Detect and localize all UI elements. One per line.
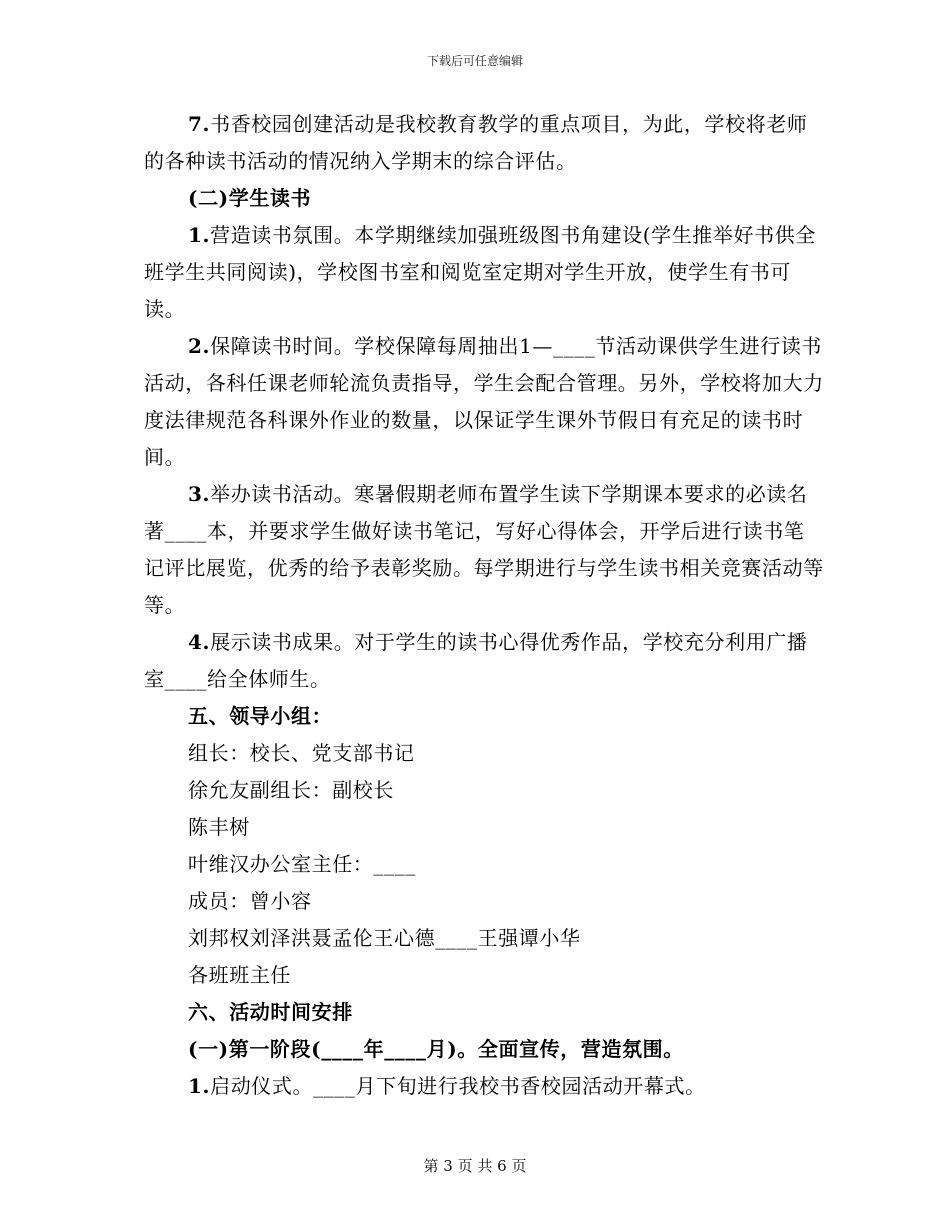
leader-line: 各班班主任 — [188, 963, 291, 987]
paragraph-2-reading-time — [144, 328, 824, 476]
paragraph-text: 营造读书氛围。本学期继续加强班级图书角建设(学生推举好书供全班学生共同阅读)，学校图书室和阅览室定期对学生开放，使学生有书可读。 — [144, 223, 816, 321]
leader-line: 陈丰树 — [188, 815, 250, 839]
page-footer: 第 3 页 共 6 页 — [423, 1157, 527, 1175]
item-number: 1. — [188, 1074, 211, 1098]
item-number: 1. — [188, 223, 211, 247]
paragraph-4-results — [144, 624, 824, 698]
subsection-heading-phase-1: (一)第一阶段(____年____月)。全面宣传，营造氛围。 — [188, 1037, 684, 1061]
leader-line: 成员：曾小容 — [188, 889, 312, 913]
item-number: 2. — [188, 334, 211, 358]
leader-line: 刘邦权刘泽洪聂孟伦王心德____王强谭小华 — [188, 926, 581, 950]
paragraph-text: 举办读书活动。寒暑假期老师布置学生读下学期课本要求的必读名著____本，并要求学生做好读书笔记，写好心得体会，开学后进行读书笔记评比展览，优秀的给予表彰奖励。每学期进行与学生读书相关竞赛活动等等。 — [144, 482, 824, 617]
paragraph-1-atmosphere — [144, 217, 824, 328]
section-heading-schedule: 六、活动时间安排 — [188, 1000, 353, 1024]
leader-line: 徐允友副组长：副校长 — [188, 778, 394, 802]
paragraph-text: 展示读书成果。对于学生的读书心得优秀作品，学校充分利用广播室____给全体师生。 — [144, 630, 808, 691]
item-number: 4. — [188, 630, 211, 654]
paragraph-text: 书香校园创建活动是我校教育教学的重点项目，为此，学校将老师的各种读书活动的情况纳入学期末的综合评估。 — [144, 112, 808, 173]
page-header: 下载后可任意编辑 — [426, 54, 523, 68]
item-number: 7. — [188, 112, 211, 136]
leader-line: 组长：校长、党支部书记 — [188, 741, 415, 765]
paragraph-text: 启动仪式。____月下旬进行我校书香校园活动开幕式。 — [210, 1074, 706, 1098]
document-body — [144, 106, 824, 1105]
section-heading-leadership: 五、领导小组： — [188, 704, 333, 728]
section-heading-student-reading: (二)学生读书 — [188, 186, 312, 210]
paragraph-text: 保障读书时间。学校保障每周抽出1—____节活动课供学生进行读书活动，各科任课老师轮流负责指导，学生会配合管理。另外，学校将加大力度法律规范各科课外作业的数量，以保证学生课外节假日有充足的读书时间。 — [144, 334, 824, 469]
paragraph-3-reading-activity — [144, 476, 824, 624]
item-number: 3. — [188, 482, 211, 506]
paragraph-1-ceremony — [144, 1068, 824, 1105]
paragraph-7 — [144, 106, 824, 180]
leader-line: 叶维汉办公室主任：____ — [188, 852, 416, 876]
